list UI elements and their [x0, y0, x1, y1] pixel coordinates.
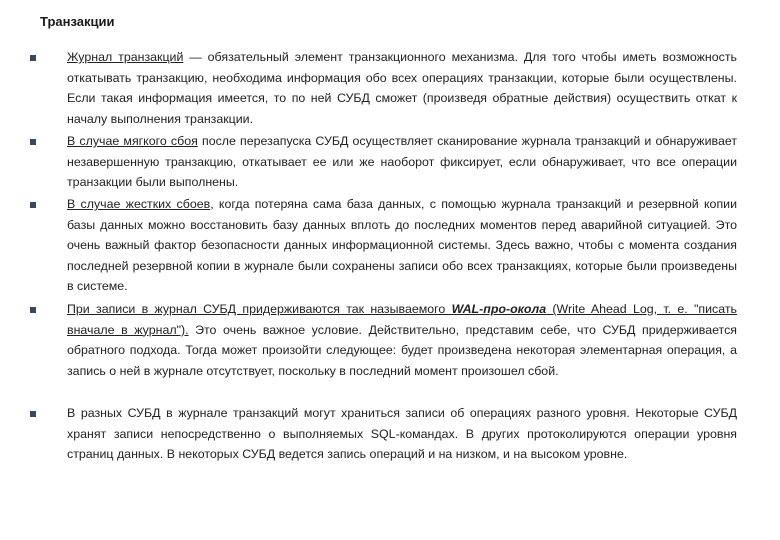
item-term: Журнал транзакций	[67, 50, 184, 64]
square-bullet-icon	[30, 307, 36, 313]
item-wal-term: WAL-про-окола	[451, 302, 547, 316]
item-tail: (Write Ahead Log, т. е. "писать вначале в журнал").	[67, 302, 737, 337]
item-term: В случае мягкого сбоя	[67, 134, 198, 148]
item-text	[67, 131, 737, 193]
item-text	[67, 403, 737, 465]
square-bullet-icon	[30, 139, 36, 145]
item-body: Это очень важное условие. Действительно, представим себе, что СУБД придерживается обратного подхода. Тогда может произойти следующее: будет произведена некоторая элементарная операция, а запись о ней в журнале отсутствует, поскольку в последний момент произошел сбой.	[67, 322, 737, 378]
square-bullet-icon	[30, 411, 36, 417]
item-term: В случае жестких сбоев	[67, 197, 211, 211]
item-body: В разных СУБД в журнале транзакций могут храниться записи об операциях разного уровня. Некоторые СУБД хранят записи непосредственно о выполняемых SQL-командах. В других протоколируются операции уровня страниц данных. В некоторых СУБД ведется запись операций и на низком, и на высоком уровне.	[67, 406, 737, 462]
item-body: , когда потеряна сама база данных, с помощью журнала транзакций и резервной копии базы данных можно восстановить базу данных вплоть до последних моментов перед аварийной ситуацией. Это очень важный фактор безопасности данных информационной системы. Здесь важно, чтобы с момента создания последней резервной копии в журнале были сохранены записи обо всех транзакциях, которые были произведены в системе.	[67, 197, 738, 294]
item-lead: При записи в журнал СУБД придерживаются так называемого	[67, 302, 452, 316]
item-body: — обязательный элемент транзакционного механизма. Для того чтобы иметь возможность откатывать транзакцию, необходима информация обо всех операциях транзакции, которые были осуществлены. Если такая информация имеется, то по ней СУБД сможет (произведя обратные действия) осуществить откат к началу выполнения транзакции.	[67, 50, 737, 126]
page-title: Транзакции	[40, 14, 115, 29]
item-text	[67, 299, 737, 381]
item-body: после перезапуска СУБД осуществляет сканирование журнала транзакций и обнаруживает незавершенную транзакцию, откатывает ее или же наоборот фиксирует, если обнаруживает, что все операции транзакции были выполнены.	[67, 134, 737, 190]
item-text	[67, 194, 737, 297]
square-bullet-icon	[30, 55, 36, 61]
item-text	[67, 47, 737, 129]
square-bullet-icon	[30, 202, 36, 208]
